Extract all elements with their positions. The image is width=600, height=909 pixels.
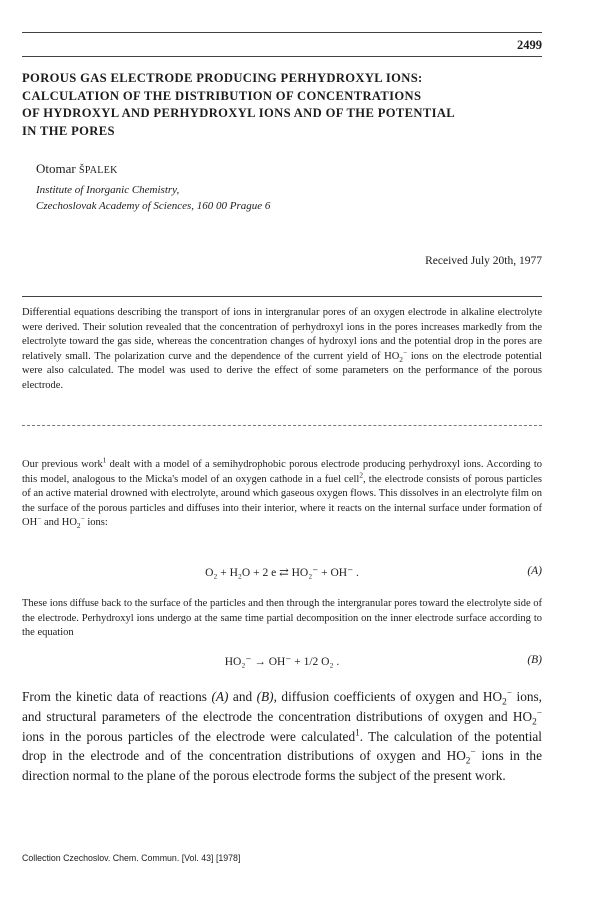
equation-a-formula: O₂ + H₂O + 2 e ⇄ HO₂⁻ + OH⁻ .: [205, 567, 359, 579]
page-number: 2499: [517, 38, 542, 52]
abstract-text: ions on the electrode potential were also calculated. The model was used to derive the effect of some parameters on the performance of the porous electrode.: [22, 350, 542, 391]
equation-b: [22, 654, 542, 672]
main-paragraph: From the kinetic data of reactions (A) and (B), diffusion coefficients of oxygen and $HO_2^-$ ions, and structural parameters of the electrode the concentration distributions of oxygen and $HO_2^-$ ions in the porous particles of the electrode were calculated$^1$. The calculation of the potential drop in the electrode and of the concentration distributions of oxygen and $HO_2^-$ ions in the direction normal to the plane of the porous electrode forms the subject of the present work.: [22, 688, 543, 784]
text: and: [228, 689, 257, 704]
header-rule-top: [22, 32, 542, 33]
equation-a: [22, 565, 542, 583]
equation-b-label: (B): [527, 654, 542, 666]
text: . The calculation of the potential drop in the electrode and of the concentration distributions of oxygen and HO: [22, 728, 543, 764]
text: ions in the porous particles of the electrode were calculated: [22, 728, 356, 744]
reference-mark: 1: [102, 455, 107, 465]
text: ions:: [84, 517, 108, 529]
title-line: OF HYDROXYL AND PERHYDROXYL IONS AND OF THE POTENTIAL: [22, 106, 456, 120]
ion-label: HO: [384, 350, 400, 362]
paragraph-after-equation-a: These ions diffuse back to the surface of the particles and then through the intergranular pores toward the electrolyte side of the electrode. Perhydroxyl ions undergo at the same time partial decomposition on the inner electrode surface according to the equation: [22, 598, 542, 639]
equation-b-formula: HO₂⁻ → OH⁻ + 1/2 O₂ .: [224, 656, 340, 668]
abstract-rule-top: [22, 296, 542, 297]
text: , the electrode consists of porous particles of an active material drowned with electrolyte, around which gaseous oxygen flows. This dissolves in an electrolyte film on the surface of the porous particles and diffuses into their interior, where it reacts on the internal surface under formation of OH: [22, 473, 543, 529]
article-title: [22, 70, 552, 140]
text: , diffusion coefficients of oxygen and HO: [273, 689, 503, 704]
abstract-text: Differential equations describing the transport of ions in intergranular pores of an oxygen electrode in alkaline electrolyte were derived. Their solution revealed that the concentration of perhydroxyl ions in the pores increases markedly from the electrolyte toward the gas side, whereas the concentration changes of hydroxyl ions and the potential drop in the pores are relatively small. The polarization curve and the dependence of the current yield of: [22, 307, 542, 362]
author-last-name: ŠPALEK: [78, 165, 118, 176]
header-rule: [22, 56, 542, 57]
intro-paragraph: Our previous work$^1$ dealt with a model of a semihydrophobic porous electrode producing perhydroxyl ions. According to this model, analogous to the Micka's model of an oxygen cathode in a fuel cell$^2$, the electrode consists of porous particles of an active material drowned with electrolyte, around which gaseous oxygen flows. This dissolves in an electrolyte film on the surface of the porous particles and diffuses into their interior, where it reacts on the internal surface under formation of OH− and $HO_2^-$ ions:: [22, 455, 543, 531]
reference-mark: 2: [359, 470, 363, 480]
author-first-name: Otomar: [36, 161, 76, 176]
journal-footer: Collection Czechoslov. Chem. Commun. [Vol. 43] [1978]: [22, 853, 241, 863]
abstract-rule-bottom: [22, 425, 542, 426]
title-line: POROUS GAS ELECTRODE PRODUCING PERHYDROXYL IONS:: [22, 71, 423, 85]
title-line: CALCULATION OF THE DISTRIBUTION OF CONCENTRATIONS: [22, 88, 422, 103]
affiliation-line: Institute of Inorganic Chemistry,: [36, 184, 180, 196]
text: ions in the direction normal to the plane of the porous electrode forms the subject of the present work.: [22, 748, 542, 784]
reaction-ref: (A): [211, 689, 229, 704]
abstract: Differential equations describing the transport of ions in intergranular pores of an oxygen electrode in alkaline electrolyte were derived. Their solution revealed that the concentration of perhydroxyl ions in the pores increases markedly from the electrolyte toward the gas side, whereas the concentration changes of hydroxyl ions and the potential drop in the pores are relatively small. The polarization curve and the dependence of the current yield of $HO_2^-$ ions on the electrode potential were also calculated. The model was used to derive the effect of some parameters on the performance of the porous electrode.: [22, 307, 542, 391]
received-date: Received July 20th, 1977: [425, 255, 542, 267]
reaction-ref: (B): [256, 689, 274, 704]
equation-a-label: (A): [527, 565, 542, 577]
text: dealt with a model of a semihydrophobic porous electrode producing perhydroxyl ions. According to this model, analogous to the Micka's model of an oxygen cathode in a fuel cell: [22, 459, 542, 485]
text: From the kinetic data of reactions: [22, 689, 212, 704]
text: Our previous work: [22, 459, 103, 470]
reference-mark: 1: [355, 728, 360, 739]
text: and HO: [41, 517, 77, 529]
affiliation: [36, 182, 270, 214]
title-line: IN THE PORES: [22, 123, 115, 138]
author: [36, 161, 118, 177]
affiliation-line: Czechoslovak Academy of Sciences, 160 00 Prague 6: [36, 200, 271, 212]
text: ions, and structural parameters of the electrode the concentration distributions of oxygen and HO: [22, 689, 542, 724]
